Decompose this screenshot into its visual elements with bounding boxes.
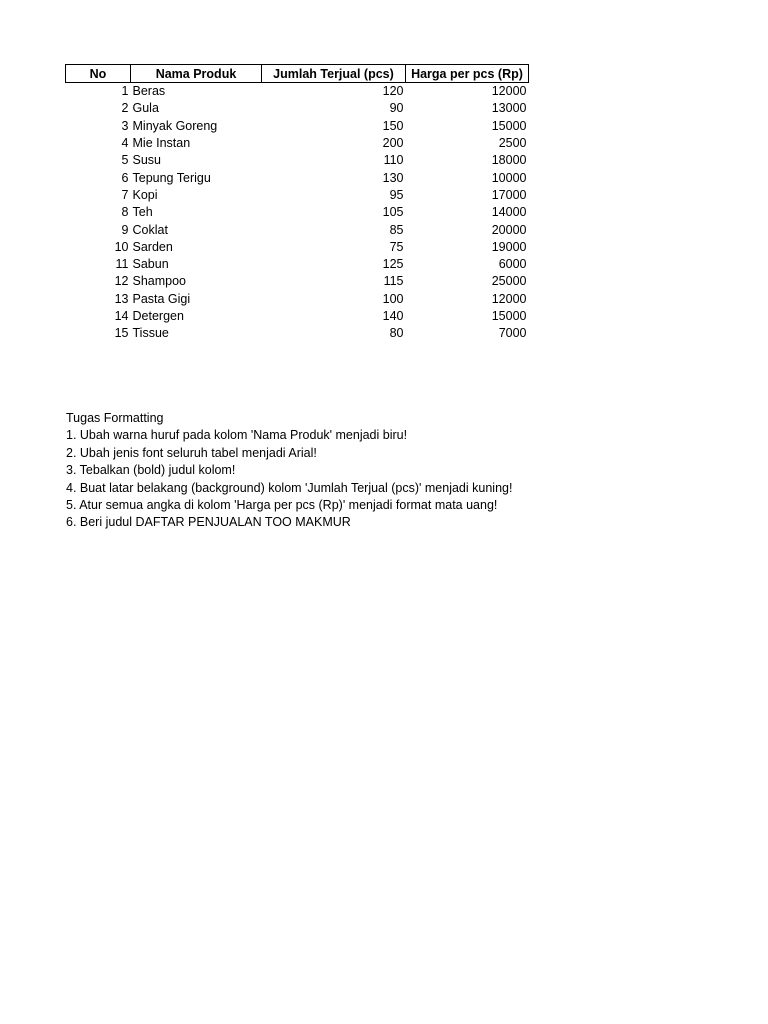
- table-header-row: [66, 65, 529, 83]
- cell-no[interactable]: 7: [121, 187, 129, 202]
- cell-qty[interactable]: 120: [382, 84, 404, 99]
- table-row: [66, 100, 529, 117]
- cell-product-name[interactable]: Tepung Terigu: [132, 170, 211, 185]
- task-item[interactable]: 5. Atur semua angka di kolom 'Harga per pcs (Rp)' menjadi format mata uang!: [66, 498, 498, 513]
- cell-product-name[interactable]: Mie Instan: [132, 136, 191, 151]
- cell-price[interactable]: 12000: [491, 291, 527, 306]
- cell-no[interactable]: 8: [121, 205, 129, 220]
- cell-no[interactable]: 12: [114, 274, 129, 289]
- task-item[interactable]: 4. Buat latar belakang (background) kolom 'Jumlah Terjual (pcs)' menjadi kuning!: [66, 480, 513, 495]
- cell-price[interactable]: 25000: [491, 274, 527, 289]
- cell-no[interactable]: 2: [121, 101, 129, 116]
- cell-qty[interactable]: 105: [382, 205, 404, 220]
- table-row: [66, 239, 529, 256]
- sales-table: [65, 64, 529, 342]
- cell-price[interactable]: 15000: [491, 118, 527, 133]
- cell-product-name[interactable]: Teh: [132, 205, 153, 220]
- cell-qty[interactable]: 200: [382, 136, 404, 151]
- cell-price[interactable]: 10000: [491, 170, 527, 185]
- cell-product-name[interactable]: Coklat: [132, 222, 168, 237]
- cell-product-name[interactable]: Sarden: [132, 239, 173, 254]
- table-row: [66, 325, 529, 342]
- cell-qty[interactable]: 85: [389, 222, 404, 237]
- cell-qty[interactable]: 110: [383, 153, 404, 168]
- table-row: [66, 204, 529, 221]
- cell-price[interactable]: 2500: [498, 136, 527, 151]
- table-row: [66, 221, 529, 238]
- cell-qty[interactable]: 80: [389, 326, 404, 341]
- cell-product-name[interactable]: Sabun: [132, 257, 169, 272]
- cell-price[interactable]: 12000: [491, 84, 527, 99]
- task-item[interactable]: 1. Ubah warna huruf pada kolom 'Nama Produk' menjadi biru!: [66, 428, 408, 443]
- cell-product-name[interactable]: Detergen: [132, 309, 184, 323]
- cell-qty[interactable]: 115: [383, 274, 404, 289]
- cell-no[interactable]: 4: [121, 136, 129, 151]
- header-no[interactable]: No: [66, 65, 131, 83]
- cell-qty[interactable]: 100: [382, 291, 404, 306]
- cell-no[interactable]: 10: [114, 239, 129, 254]
- cell-product-name[interactable]: Minyak Goreng: [132, 118, 218, 133]
- cell-no[interactable]: 9: [121, 222, 129, 237]
- table-row: [66, 118, 529, 135]
- cell-product-name[interactable]: Gula: [132, 101, 159, 116]
- tasks-title[interactable]: Tugas Formatting: [66, 411, 164, 425]
- task-item[interactable]: 6. Beri judul DAFTAR PENJUALAN TOO MAKMUR: [66, 515, 351, 530]
- cell-product-name[interactable]: Shampoo: [132, 274, 187, 289]
- cell-product-name[interactable]: Susu: [132, 153, 161, 168]
- header-product-name[interactable]: Nama Produk: [131, 65, 262, 83]
- header-price-per-pcs[interactable]: Harga per pcs (Rp): [406, 65, 529, 83]
- cell-qty[interactable]: 130: [382, 170, 404, 185]
- task-item[interactable]: 2. Ubah jenis font seluruh tabel menjadi Arial!: [66, 445, 317, 460]
- table-row: [66, 152, 529, 169]
- cell-product-name[interactable]: Pasta Gigi: [132, 291, 191, 306]
- task-item[interactable]: 3. Tebalkan (bold) judul kolom!: [66, 463, 236, 478]
- table-row: [66, 291, 529, 308]
- cell-product-name[interactable]: Beras: [132, 84, 166, 99]
- cell-price[interactable]: 15000: [491, 309, 527, 323]
- cell-price[interactable]: 18000: [491, 153, 527, 168]
- cell-price[interactable]: 6000: [498, 257, 527, 272]
- cell-price[interactable]: 7000: [498, 326, 527, 341]
- cell-no[interactable]: 11: [115, 257, 129, 272]
- header-qty-sold[interactable]: Jumlah Terjual (pcs): [262, 65, 406, 83]
- cell-qty[interactable]: 140: [382, 309, 404, 323]
- cell-qty[interactable]: 150: [382, 118, 404, 133]
- cell-qty[interactable]: 75: [389, 239, 404, 254]
- cell-price[interactable]: 17000: [491, 187, 527, 202]
- cell-no[interactable]: 14: [114, 309, 129, 323]
- formatting-tasks: [66, 410, 512, 532]
- cell-no[interactable]: 15: [114, 326, 129, 341]
- cell-qty[interactable]: 95: [389, 187, 404, 202]
- cell-price[interactable]: 13000: [491, 101, 527, 116]
- cell-no[interactable]: 5: [121, 153, 129, 168]
- table-row: [66, 187, 529, 204]
- cell-price[interactable]: 20000: [491, 222, 527, 237]
- cell-qty[interactable]: 90: [389, 101, 404, 116]
- table-row: [66, 273, 529, 290]
- cell-product-name[interactable]: Tissue: [132, 326, 169, 341]
- table-row: [66, 256, 529, 273]
- cell-price[interactable]: 19000: [491, 239, 527, 254]
- table-row: [66, 135, 529, 152]
- cell-qty[interactable]: 125: [382, 257, 404, 272]
- table-row: [66, 83, 529, 101]
- cell-product-name[interactable]: Kopi: [132, 187, 158, 202]
- cell-no[interactable]: 3: [121, 118, 129, 133]
- cell-no[interactable]: 1: [121, 84, 129, 99]
- table-row: [66, 308, 529, 325]
- table-row: [66, 169, 529, 186]
- cell-no[interactable]: 6: [121, 170, 129, 185]
- cell-price[interactable]: 14000: [491, 205, 527, 220]
- cell-no[interactable]: 13: [114, 291, 129, 306]
